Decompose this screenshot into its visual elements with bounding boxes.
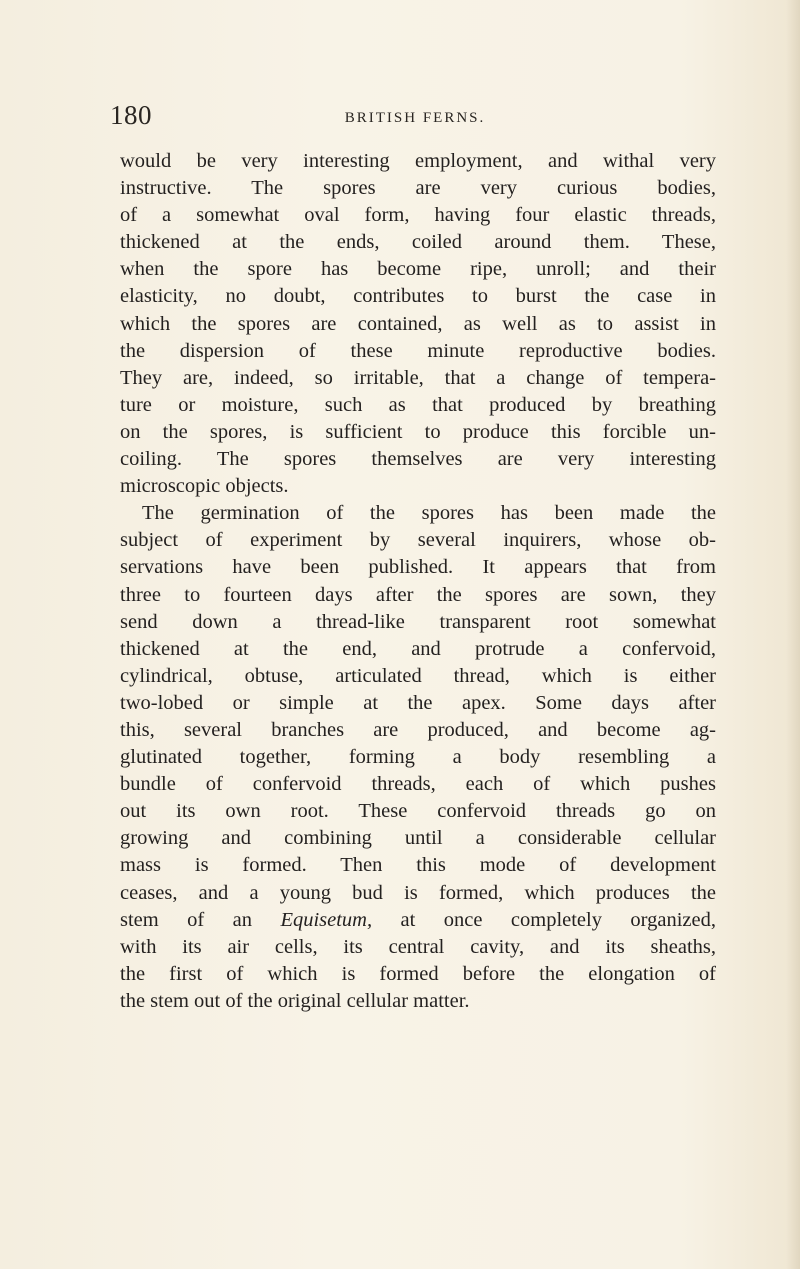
text-segment: stem of an [120, 908, 281, 931]
text-line: on the spores, is sufficient to produce this forcible un- [120, 420, 716, 443]
text-line: out its own root. These confervoid threads go on [120, 800, 716, 823]
text-line: with its air cells, its central cavity, and its sheaths, [120, 935, 716, 958]
text-line: elasticity, no doubt, contributes to burst the case in [120, 285, 716, 308]
text-line: microscopic objects. [120, 475, 289, 498]
text-line: thickened at the end, and protrude a confervoid, [120, 637, 716, 660]
text-line: instructive. The spores are very curious bodies, [120, 177, 716, 200]
text-line: when the spore has become ripe, unroll; and their [120, 258, 716, 281]
text-line: servations have been published. It appears that from [120, 556, 716, 579]
text-line: three to fourteen days after the spores are sown, they [120, 583, 716, 606]
text-line: would be very interesting employment, and withal very [120, 150, 716, 172]
text-line-equisetum [120, 907, 716, 934]
page-header [110, 100, 720, 140]
italic-term: Equisetum, [280, 908, 373, 931]
text-line: subject of experiment by several inquirers, whose ob- [120, 529, 716, 552]
text-line: glutinated together, forming a body resembling a [120, 746, 716, 769]
text-line: thickened at the ends, coiled around them. These, [120, 231, 716, 254]
text-line: the first of which is formed before the elongation of [120, 962, 716, 985]
text-line: growing and combining until a considerable cellular [120, 827, 716, 850]
text-line: mass is formed. Then this mode of development [120, 854, 716, 877]
text-line: the stem out of the original cellular matter. [120, 989, 470, 1012]
text-line: ceases, and a young bud is formed, which produces the [120, 881, 716, 904]
text-line: cylindrical, obtuse, articulated thread, which is either [120, 664, 716, 687]
text-line: bundle of confervoid threads, each of which pushes [120, 773, 716, 796]
text-line: this, several branches are produced, and become ag- [120, 718, 716, 741]
text-line: coiling. The spores themselves are very interesting [120, 448, 716, 471]
running-head: BRITISH FERNS. [344, 110, 486, 126]
body-text [120, 148, 716, 1015]
text-line: ture or moisture, such as that produced by breathing [120, 393, 716, 416]
page-number: 180 [110, 100, 152, 130]
text-line: which the spores are contained, as well as to assist in [120, 312, 716, 335]
text-line: two-lobed or simple at the apex. Some days after [120, 691, 716, 714]
text-line: of a somewhat oval form, having four elastic threads, [120, 204, 716, 227]
text-line: They are, indeed, so irritable, that a change of tempera- [120, 366, 716, 389]
text-line: send down a thread-like transparent root somewhat [120, 610, 716, 633]
text-line: the dispersion of these minute reproductive bodies. [120, 339, 716, 362]
text-segment: at once completely organized, [372, 908, 716, 931]
text-line: The germination of the spores has been made the [142, 502, 716, 525]
page-edge-shadow [786, 0, 800, 1269]
